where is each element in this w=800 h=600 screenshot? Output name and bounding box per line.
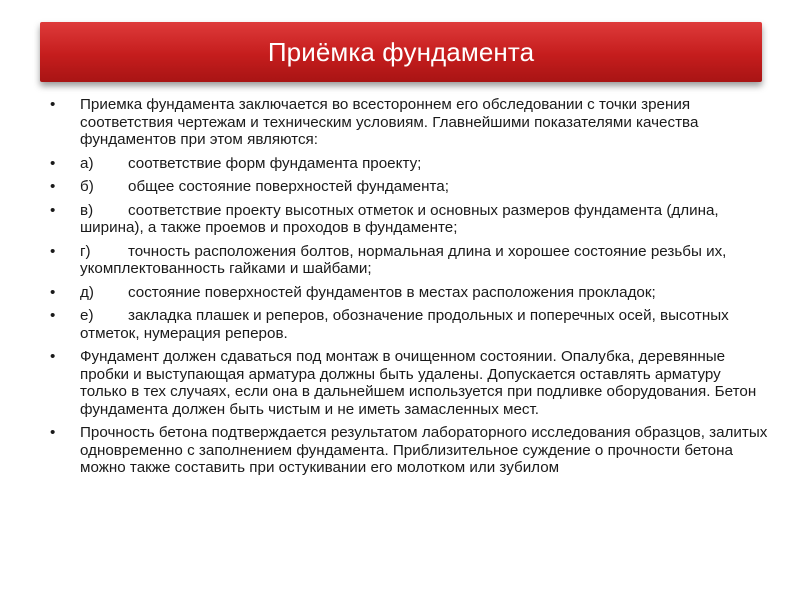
item-label: д) (80, 283, 94, 301)
slide-title: Приёмка фундамента (267, 37, 535, 67)
bullet-icon: • (50, 201, 56, 219)
item-label: б) (80, 178, 94, 195)
bullet-text: Приемка фундамента заключается во всестороннем его обследовании с точки зрения соответствия чертежам и техническим условиям. Главнейшими показателями качества фундаментов при этом являются: (80, 96, 699, 148)
bullet-text: Прочность бетона подтверждается результатом лабораторного исследования образцов, залитых одновременно с заполнением фундамента. Приблизительное суждение о прочности бетона можно также составить при остукивании его молотком или зубилом (80, 424, 768, 476)
bullet-item-v (50, 202, 770, 237)
bullet-text: точность расположения болтов, нормальная длина и хорошее состояние резьбы их, укомплектованность гайками и шайбами; (80, 242, 727, 277)
item-label: г) (80, 242, 91, 260)
item-label: в) (80, 201, 94, 219)
title-banner (40, 22, 762, 82)
item-label: е) (80, 307, 94, 324)
bullet-list (50, 96, 770, 483)
bullet-item-e (50, 307, 770, 342)
bullet-text: соответствие форм фундамента проекту; (128, 154, 422, 172)
bullet-item-d (50, 284, 770, 302)
bullet-icon: • (50, 307, 56, 324)
bullet-text: общее состояние поверхностей фундамента; (128, 178, 449, 195)
bullet-icon: • (50, 283, 56, 301)
bullet-item-strength (50, 424, 770, 477)
bullet-text: соответствие проекту высотных отметок и основных размеров фундамента (длина, ширина), а также проемов и проходов в фундаменте; (80, 201, 719, 236)
bullet-item-cleaning (50, 348, 770, 418)
bullet-icon: • (50, 178, 56, 195)
bullet-item-g (50, 243, 770, 278)
bullet-text: состояние поверхностей фундаментов в местах расположения прокладок; (128, 283, 656, 301)
bullet-icon: • (50, 96, 56, 113)
bullet-text: закладка плашек и реперов, обозначение продольных и поперечных осей, высотных отметок, нумерация реперов. (80, 307, 729, 342)
bullet-item-a (50, 155, 770, 173)
bullet-icon: • (50, 424, 56, 441)
bullet-icon: • (50, 348, 56, 365)
bullet-text: Фундамент должен сдаваться под монтаж в очищенном состоянии. Опалубка, деревянные пробки и выступающая арматура должны быть удалены. Допускается оставлять арматуру только в тех случаях, если она в дальнейшем используется при подливке оборудования. Бетон фундамента должен быть чистым и не иметь замасленных мест. (80, 348, 757, 418)
bullet-icon: • (50, 242, 56, 260)
bullet-item-b (50, 178, 770, 196)
bullet-item-intro (50, 96, 770, 149)
item-label: а) (80, 154, 94, 172)
bullet-icon: • (50, 154, 56, 172)
